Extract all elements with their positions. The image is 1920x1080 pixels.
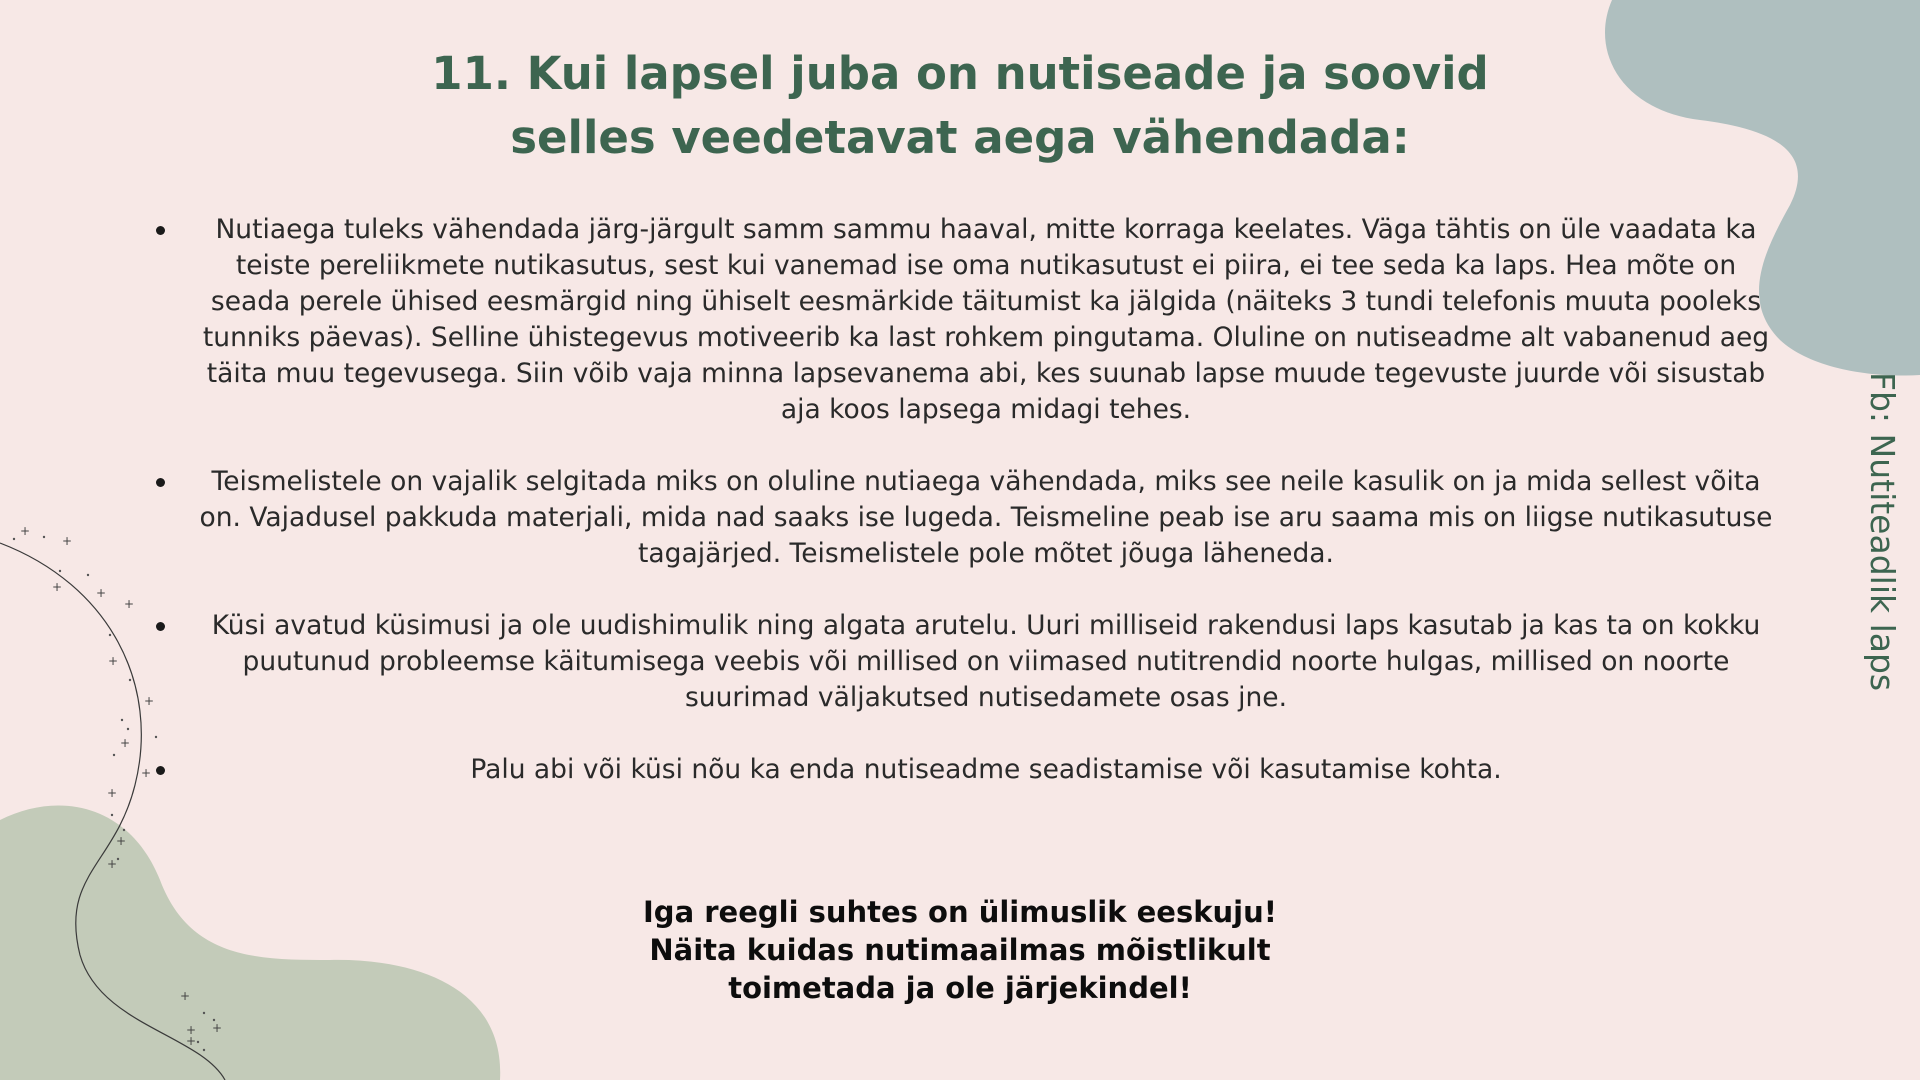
bullet-dot-icon [156, 226, 165, 235]
list-item-text: Nutiaega tuleks vähendada järg-järgult samm sammu haaval, mitte korraga keelates. Väga tähtis on üle vaadata ka teiste pereliikmete nutikasutus, sest kui vanemad ise oma nutikasutust ei piira, ei tee seda ka laps. Hea mõte on seada perele ühised eesmärgid ning ühiselt eesmärkide täitumist ka jälgida (näiteks 3 tundi telefonis muuta pooleks tunniks päevas). Selline ühistegevus motiveerib ka last rohkem pingutama. Oluline on nutiseadme alt vabanenud aeg täita muu tegevusega. Siin võib vaja minna lapsevanema abi, kes suunab lapse muude tegevuste juurde või sisustab aja koos lapsega midagi tehes. [202, 214, 1770, 425]
svg-text:+: + [144, 694, 155, 708]
bullet-dot-icon [156, 622, 165, 631]
list-item [150, 212, 1790, 428]
svg-text:+: + [186, 1023, 197, 1037]
svg-text:+: + [96, 586, 107, 600]
bullet-list [150, 212, 1790, 824]
svg-text:+: + [116, 834, 127, 848]
svg-text:+: + [120, 736, 131, 750]
svg-text:+: + [186, 1034, 197, 1048]
list-item [150, 752, 1790, 788]
page-title-line-1: 11. Kui lapsel juba on nutiseade ja soovid [431, 47, 1489, 100]
closing-statement [560, 893, 1360, 1007]
page-title [290, 42, 1630, 170]
page-title-line-2: selles veedetavat aega vähendada: [510, 111, 1410, 164]
bullet-dot-icon [156, 766, 165, 775]
facebook-page-label: Fb: Nutiteadlik laps [1863, 372, 1902, 692]
list-item-text: Küsi avatud küsimusi ja ole uudishimulik ning algata arutelu. Uuri milliseid rakendusi laps kasutab ja kas ta on kokku puutunud probleemse käitumisega veebis või millised on viimased nutitrendid noorte hulgas, millised on noorte suurimad väljakutsed nutisedamete osas jne. [211, 610, 1761, 713]
svg-text:+: + [107, 786, 118, 800]
svg-text:+: + [108, 654, 119, 668]
bullet-dot-icon [156, 478, 165, 487]
list-item [150, 464, 1790, 572]
svg-text:+: + [212, 1021, 223, 1035]
svg-text:+: + [141, 766, 152, 780]
list-item [150, 608, 1790, 716]
closing-line-2: Näita kuidas nutimaailmas mõistlikult [649, 933, 1271, 967]
svg-text:+: + [107, 857, 118, 871]
svg-text:+: + [180, 989, 191, 1003]
closing-line-3: toimetada ja ole järjekindel! [728, 971, 1192, 1005]
svg-text:+: + [52, 580, 63, 594]
svg-text:+: + [62, 534, 73, 548]
list-item-text: Teismelistele on vajalik selgitada miks on oluline nutiaega vähendada, miks see neile kasulik on ja mida sellest võita on. Vajadusel pakkuda materjali, mida nad saaks ise lugeda. Teismeline peab ise aru saama mis on liigse nutikasutuse tagajärjed. Teismelistele pole mõtet jõuga läheneda. [199, 466, 1773, 569]
closing-line-1: Iga reegli suhtes on ülimuslik eeskuju! [643, 895, 1277, 929]
svg-text:+: + [124, 597, 135, 611]
list-item-text: Palu abi või küsi nõu ka enda nutiseadme seadistamise või kasutamise kohta. [470, 754, 1502, 785]
svg-text:+: + [20, 524, 31, 538]
